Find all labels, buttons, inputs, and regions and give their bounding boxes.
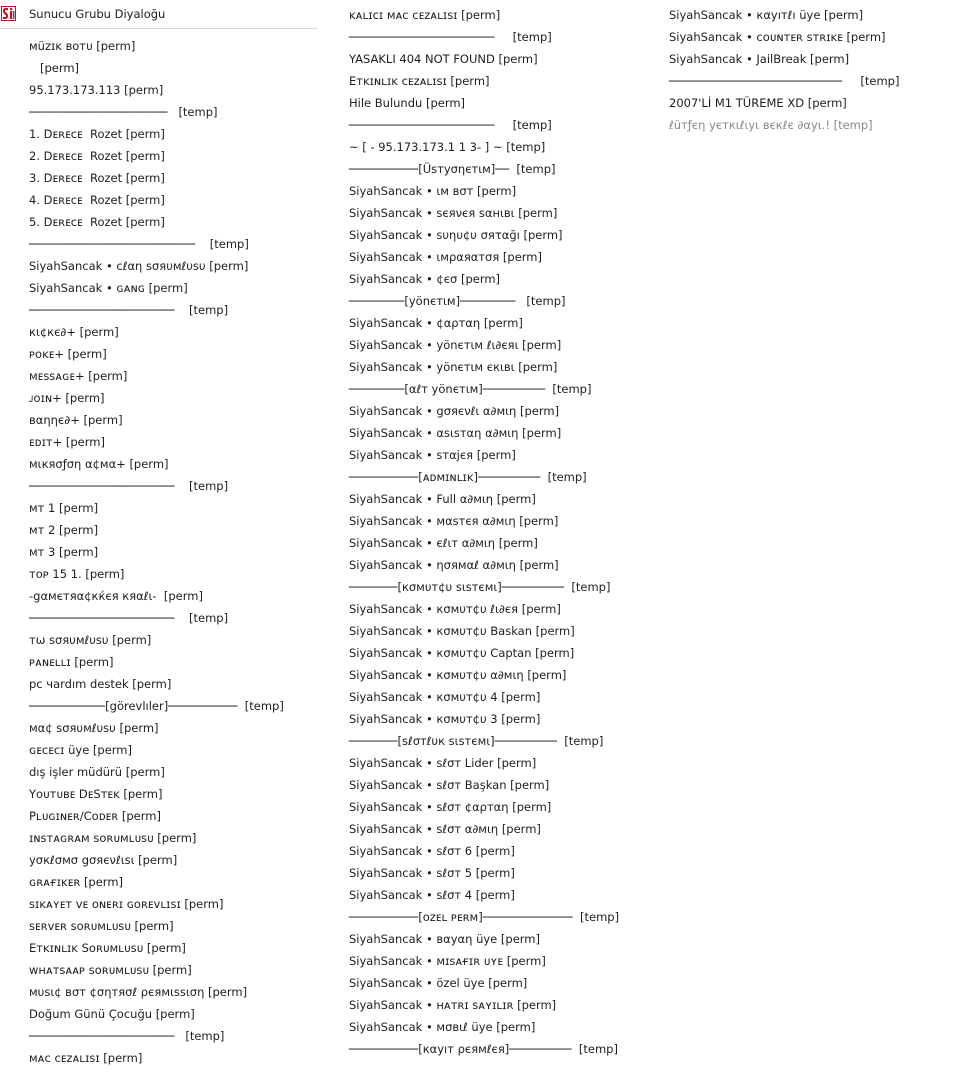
server-group-item[interactable]: [perm] xyxy=(29,61,80,75)
server-group-item[interactable]: ───────[ѕℓσтℓυк ѕιѕтємι]───────── [temp] xyxy=(349,734,604,748)
server-group-item[interactable]: SiyahSancak • ¢єσ [perm] xyxy=(349,272,501,286)
server-group-item[interactable]: SiyahSancak • кσмυт¢υ α∂мιη [perm] xyxy=(349,668,567,682)
server-group-item[interactable]: ──────────[Üѕтуσηєтιм]── [temp] xyxy=(349,162,556,176)
server-group-item[interactable]: SiyahSancak • ѕℓσт Lider [perm] xyxy=(349,756,537,770)
server-group-item[interactable]: 1. Dᴇʀᴇᴄᴇ Rozet [perm] xyxy=(29,127,165,141)
server-group-item[interactable]: SiyahSancak • кσмυт¢υ 4 [perm] xyxy=(349,690,541,704)
server-group-item[interactable]: ᴍᴛ 2 [perm] xyxy=(29,523,99,537)
server-group-item[interactable]: ᴇᴅɪᴛ+ [perm] xyxy=(29,435,105,449)
server-group-icon xyxy=(1,6,16,21)
server-group-item[interactable]: Hile Bulundu [perm] xyxy=(349,96,466,110)
server-group-item[interactable]: SiyahSancak • ᴍɪsᴀғɪʀ ᴜʏᴇ [perm] xyxy=(349,954,546,968)
server-group-item[interactable]: ɢʀᴀғɪᴋᴇʀ [perm] xyxy=(29,875,124,889)
server-group-item[interactable]: SiyahSancak • ιм вσт [perm] xyxy=(349,184,517,198)
server-group-item[interactable]: SiyahSancak • ᴄᴏᴜɴᴛᴇʀ sᴛʀɪᴋᴇ [perm] xyxy=(669,30,886,44)
server-group-item[interactable]: Eᴛᴋɪɴʟɪᴋ ᴄᴇᴢᴀʟɪsɪ [perm] xyxy=(349,74,490,88)
server-group-item[interactable]: YASAKLI 404 NOT FOUND [perm] xyxy=(349,52,538,66)
server-group-item[interactable]: sɪᴋᴀʏᴇᴛ ᴠᴇ ᴏɴᴇʀɪ ɢᴏʀᴇᴠʟɪsɪ [perm] xyxy=(29,897,224,911)
server-group-item[interactable]: SiyahSancak • ѕтαjєя [perm] xyxy=(349,448,516,462)
server-group-item[interactable]: ──────────[кαуıт ρєямℓєя]───────── [temp] xyxy=(349,1042,618,1056)
server-group-item[interactable]: ───────────────────── [temp] xyxy=(29,479,229,493)
server-group-item[interactable]: мυѕι¢ вσт ¢σηтяσℓ ρєямιѕѕιση [perm] xyxy=(29,985,248,999)
server-group-item[interactable]: Eᴛᴋɪɴʟɪᴋ Sᴏʀᴜᴍʟᴜsᴜ [perm] xyxy=(29,941,186,955)
server-group-item[interactable]: ──────────[ᴀᴅᴍɪɴʟɪᴋ]───────── [temp] xyxy=(349,470,587,484)
server-group-item[interactable]: SiyahSancak • мσвιℓ üye [perm] xyxy=(349,1020,536,1034)
server-group-item[interactable]: SiyahSancak • ѕℓσт 6 [perm] xyxy=(349,844,515,858)
server-group-item[interactable]: -gαмєтяα¢кќєя кяαℓι- [perm] xyxy=(29,589,203,603)
server-group-item[interactable]: ──────────[ᴏᴢᴇʟ ᴘᴇʀᴍ]───────────── [temp] xyxy=(349,910,620,924)
server-group-item[interactable]: SiyahSancak • ѕℓσт ¢αρтαη [perm] xyxy=(349,800,552,814)
group-list-column-1 xyxy=(29,35,284,1069)
server-group-item[interactable]: ───────[кσмυт¢υ ѕιѕтємι]───────── [temp] xyxy=(349,580,611,594)
server-group-item[interactable]: SiyahSancak • ѕυηυ¢υ σяταğı [perm] xyxy=(349,228,563,242)
server-group-item[interactable]: мιкяσƒση α¢мα+ [perm] xyxy=(29,457,169,471)
server-group-item[interactable]: SiyahSancak • Full α∂мιη [perm] xyxy=(349,492,536,506)
server-group-item[interactable]: тω ѕσяυмℓυѕυ [perm] xyxy=(29,633,152,647)
server-group-item[interactable]: ───────────────────── [temp] xyxy=(29,1029,225,1043)
server-group-item[interactable]: SiyahSancak • ѕℓσт Başkan [perm] xyxy=(349,778,550,792)
server-group-item[interactable]: ᴛᴏᴘ 15 1. [perm] xyxy=(29,567,125,581)
server-group-item[interactable]: SiyahSancak • JailBreak [perm] xyxy=(669,52,850,66)
group-list-column-3 xyxy=(669,4,899,136)
dialog-header xyxy=(0,4,318,29)
server-group-item[interactable]: SiyahSancak • ѕℓσт 4 [perm] xyxy=(349,888,515,902)
server-group-item[interactable]: 95.173.173.113 [perm] xyxy=(29,83,164,97)
server-group-item[interactable]: SiyahSancak • ησямαℓ α∂мιη [perm] xyxy=(349,558,559,572)
server-group-item[interactable]: ───────────────────────── [temp] xyxy=(669,74,900,88)
server-group-item[interactable]: ℓüтƒєη уєткιℓιуι вєкℓє ∂αуι.! [temp] xyxy=(669,118,873,132)
server-group-item[interactable]: dış işler müdürü [perm] xyxy=(29,765,165,779)
server-group-item[interactable]: ──────────────────── [temp] xyxy=(29,105,218,119)
server-group-item[interactable]: ᴊᴏɪɴ+ [perm] xyxy=(29,391,105,405)
server-group-item[interactable]: Yᴏᴜᴛᴜʙᴇ DᴇSᴛᴇᴋ [perm] xyxy=(29,787,163,801)
server-group-item[interactable]: ──────────────────────── [temp] xyxy=(29,237,249,251)
server-group-item[interactable]: ɪɴsᴛᴀɢʀᴀᴍ sᴏʀᴜᴍʟᴜsᴜ [perm] xyxy=(29,831,197,845)
server-group-item[interactable]: SiyahSancak • кσмυт¢υ ℓι∂єя [perm] xyxy=(349,602,561,616)
server-group-item[interactable]: SiyahSancak • ѕℓσт 5 [perm] xyxy=(349,866,515,880)
server-group-item[interactable]: SiyahSancak • gσяєνℓι α∂мιη [perm] xyxy=(349,404,560,418)
server-group-item[interactable]: ᴋᴀʟɪᴄɪ ᴍᴀᴄ ᴄᴇᴢᴀʟɪsɪ [perm] xyxy=(349,8,501,22)
server-group-item[interactable]: ────────[αℓт уönєтιм]───────── [temp] xyxy=(349,382,592,396)
server-group-item[interactable]: ───────────────────── [temp] xyxy=(29,611,229,625)
server-group-item[interactable]: ───────────────────── [temp] xyxy=(349,118,552,132)
server-group-item[interactable]: ───────────[görevlıler]────────── [temp] xyxy=(29,699,284,713)
server-group-item[interactable]: уσкℓσмσ gσяєνℓιѕι [perm] xyxy=(29,853,178,867)
server-group-item[interactable]: SiyahSancak • кσмυт¢υ Captan [perm] xyxy=(349,646,575,660)
server-group-item[interactable]: SiyahSancak • уönєтιм єкιвι [perm] xyxy=(349,360,558,374)
server-group-item[interactable]: SiyahSancak • кσмυт¢υ 3 [perm] xyxy=(349,712,541,726)
server-group-item[interactable]: ᴍᴇssᴀɢᴇ+ [perm] xyxy=(29,369,128,383)
server-group-item[interactable]: SiyahSancak • уönєтιм ℓι∂єяι [perm] xyxy=(349,338,562,352)
server-group-item[interactable]: SiyahSancak • ᴄℓαη ѕσяυмℓυѕυ [perm] xyxy=(29,259,249,273)
server-group-item[interactable]: ᴡʜᴀᴛsᴀᴀᴘ sᴏʀᴜᴍʟᴜsᴜ [perm] xyxy=(29,963,192,977)
server-group-item[interactable]: мα¢ ѕσяυмℓυѕυ [perm] xyxy=(29,721,159,735)
server-group-item[interactable]: Pʟᴜɢɪɴᴇʀ/Cᴏᴅᴇʀ [perm] xyxy=(29,809,161,823)
server-group-item[interactable]: SiyahSancak • αѕιѕтαη α∂мιη [perm] xyxy=(349,426,562,440)
server-group-item[interactable]: SiyahSancak • ιмραяαтσя [perm] xyxy=(349,250,542,264)
server-group-item[interactable]: Doğum Günü Çocuğu [perm] xyxy=(29,1007,195,1021)
server-group-item[interactable]: SiyahSancak • ѕєяνєя ѕαнιвι [perm] xyxy=(349,206,558,220)
server-group-item[interactable]: SiyahSancak • ¢αρтαη [perm] xyxy=(349,316,523,330)
server-group-item[interactable]: ᴍüᴢɪᴋ ʙᴏᴛᴜ [perm] xyxy=(29,39,136,53)
group-list-column-2 xyxy=(349,4,619,1060)
server-group-item[interactable]: ~ [ - 95.173.173.1 1 3- ] ~ [temp] xyxy=(349,140,546,154)
server-group-item[interactable]: ───────────────────── [temp] xyxy=(29,303,229,317)
server-group-item[interactable]: SiyahSancak • єℓιт α∂мιη [perm] xyxy=(349,536,538,550)
server-group-item[interactable]: ᴍᴀᴄ ᴄᴇᴢᴀʟɪsɪ [perm] xyxy=(29,1051,143,1065)
server-group-item[interactable]: SiyahSancak • мαѕтєя α∂мιη [perm] xyxy=(349,514,559,528)
server-group-item[interactable]: ᴍᴛ 1 [perm] xyxy=(29,501,99,515)
server-group-item[interactable]: sᴇʀᴠᴇʀ sᴏʀᴜᴍʟᴜsᴜ [perm] xyxy=(29,919,174,933)
server-group-item[interactable]: 2. Dᴇʀᴇᴄᴇ Rozet [perm] xyxy=(29,149,165,163)
dialog-title: Sunucu Grubu Diyaloğu xyxy=(29,7,166,21)
server-group-item[interactable]: 2007'Lİ M1 TÜREME XD [perm] xyxy=(669,96,847,110)
server-group-item[interactable]: 5. Dᴇʀᴇᴄᴇ Rozet [perm] xyxy=(29,215,165,229)
server-group-item[interactable]: SiyahSancak • кαуıтℓı üye [perm] xyxy=(669,8,864,22)
server-group-item[interactable]: SiyahSancak • вαуαη üye [perm] xyxy=(349,932,540,946)
server-group-item[interactable]: вαηηє∂+ [perm] xyxy=(29,413,123,427)
server-group-item[interactable]: ────────[уönєтιм]──────── [temp] xyxy=(349,294,566,308)
server-group-item[interactable]: кι¢кє∂+ [perm] xyxy=(29,325,119,339)
server-group-item[interactable]: SiyahSancak • ʜᴀᴛʀɪ sᴀʏɪʟɪʀ [perm] xyxy=(349,998,557,1012)
server-group-item[interactable]: ᴍᴛ 3 [perm] xyxy=(29,545,99,559)
server-group-item[interactable]: SiyahSancak • özel üye [perm] xyxy=(349,976,528,990)
server-group-item[interactable]: ᴘᴀɴᴇʟʟɪ [perm] xyxy=(29,655,114,669)
server-group-item[interactable]: SiyahSancak • ɢᴀɴɢ [perm] xyxy=(29,281,188,295)
server-group-item[interactable]: 3. Dᴇʀᴇᴄᴇ Rozet [perm] xyxy=(29,171,165,185)
server-group-item[interactable]: 4. Dᴇʀᴇᴄᴇ Rozet [perm] xyxy=(29,193,165,207)
server-group-item[interactable]: SiyahSancak • ѕℓσт α∂мιη [perm] xyxy=(349,822,541,836)
server-group-item[interactable]: SiyahSancak • кσмυт¢υ Baskan [perm] xyxy=(349,624,575,638)
server-group-item[interactable]: ɢᴇᴄᴇᴄɪ üye [perm] xyxy=(29,743,133,757)
server-group-item[interactable]: ᴘᴏᴋᴇ+ [perm] xyxy=(29,347,107,361)
server-group-item[interactable]: ───────────────────── [temp] xyxy=(349,30,552,44)
server-group-item[interactable]: pc чardım destek [perm] xyxy=(29,677,172,691)
